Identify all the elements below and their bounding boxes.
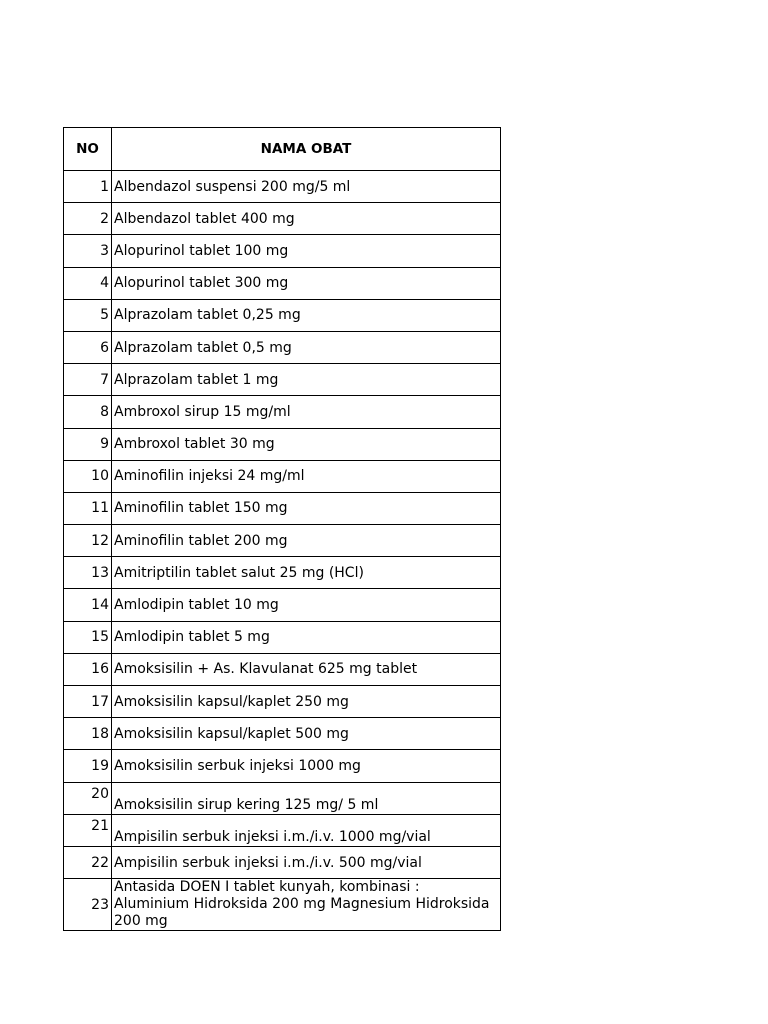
drug-name: Ampisilin serbuk injeksi i.m./i.v. 1000 mg/vial (112, 814, 501, 846)
table-row (64, 750, 501, 782)
drug-name: Amoksisilin + As. Klavulanat 625 mg tablet (112, 653, 501, 685)
table-row (64, 814, 501, 846)
drug-name: Amlodipin tablet 10 mg (112, 589, 501, 621)
table-row (64, 557, 501, 589)
table-row (64, 267, 501, 299)
drug-name: Ambroxol tablet 30 mg (112, 428, 501, 460)
table-row (64, 299, 501, 331)
row-number: 1 (64, 171, 112, 203)
row-number: 20 (64, 782, 112, 814)
row-number: 17 (64, 686, 112, 718)
table-row (64, 621, 501, 653)
table-row (64, 589, 501, 621)
row-number: 19 (64, 750, 112, 782)
row-number: 5 (64, 299, 112, 331)
row-number: 23 (64, 879, 112, 931)
table-row (64, 364, 501, 396)
drug-name: Amoksisilin serbuk injeksi 1000 mg (112, 750, 501, 782)
drug-name: Alopurinol tablet 300 mg (112, 267, 501, 299)
table-row (64, 782, 501, 814)
row-number: 2 (64, 203, 112, 235)
drug-name: Amitriptilin tablet salut 25 mg (HCl) (112, 557, 501, 589)
table-row (64, 525, 501, 557)
row-number: 21 (64, 814, 112, 846)
row-number: 8 (64, 396, 112, 428)
row-number: 16 (64, 653, 112, 685)
drug-name: Antasida DOEN I tablet kunyah, kombinasi : Aluminium Hidroksida 200 mg Magnesium Hidroksida 200 mg (112, 879, 501, 931)
drug-name: Amoksisilin kapsul/kaplet 500 mg (112, 718, 501, 750)
drug-name: Aminofilin injeksi 24 mg/ml (112, 460, 501, 492)
drug-name: Aminofilin tablet 150 mg (112, 492, 501, 524)
drug-name: Alprazolam tablet 0,5 mg (112, 331, 501, 363)
row-number: 9 (64, 428, 112, 460)
table-row (64, 171, 501, 203)
column-header-nama-obat: NAMA OBAT (112, 128, 501, 171)
table-row (64, 492, 501, 524)
table-row (64, 331, 501, 363)
row-number: 12 (64, 525, 112, 557)
table-row (64, 653, 501, 685)
row-number: 4 (64, 267, 112, 299)
drug-name: Alopurinol tablet 100 mg (112, 235, 501, 267)
row-number: 13 (64, 557, 112, 589)
row-number: 22 (64, 846, 112, 878)
row-number: 18 (64, 718, 112, 750)
drug-name: Amoksisilin sirup kering 125 mg/ 5 ml (112, 782, 501, 814)
drug-name: Alprazolam tablet 0,25 mg (112, 299, 501, 331)
table-header-row (64, 128, 501, 171)
table-row (64, 718, 501, 750)
drug-name: Albendazol suspensi 200 mg/5 ml (112, 171, 501, 203)
table-row (64, 879, 501, 931)
table-row (64, 846, 501, 878)
drug-list-table (63, 127, 501, 931)
row-number: 15 (64, 621, 112, 653)
drug-name: Albendazol tablet 400 mg (112, 203, 501, 235)
row-number: 10 (64, 460, 112, 492)
drug-name: Alprazolam tablet 1 mg (112, 364, 501, 396)
drug-name: Ampisilin serbuk injeksi i.m./i.v. 500 mg/vial (112, 846, 501, 878)
row-number: 11 (64, 492, 112, 524)
row-number: 7 (64, 364, 112, 396)
column-header-no: NO (64, 128, 112, 171)
table-row (64, 686, 501, 718)
row-number: 6 (64, 331, 112, 363)
drug-name: Amoksisilin kapsul/kaplet 250 mg (112, 686, 501, 718)
row-number: 3 (64, 235, 112, 267)
row-number: 14 (64, 589, 112, 621)
drug-name: Aminofilin tablet 200 mg (112, 525, 501, 557)
table-row (64, 396, 501, 428)
drug-name: Ambroxol sirup 15 mg/ml (112, 396, 501, 428)
table-row (64, 428, 501, 460)
table-row (64, 235, 501, 267)
drug-name: Amlodipin tablet 5 mg (112, 621, 501, 653)
table-row (64, 460, 501, 492)
table-row (64, 203, 501, 235)
